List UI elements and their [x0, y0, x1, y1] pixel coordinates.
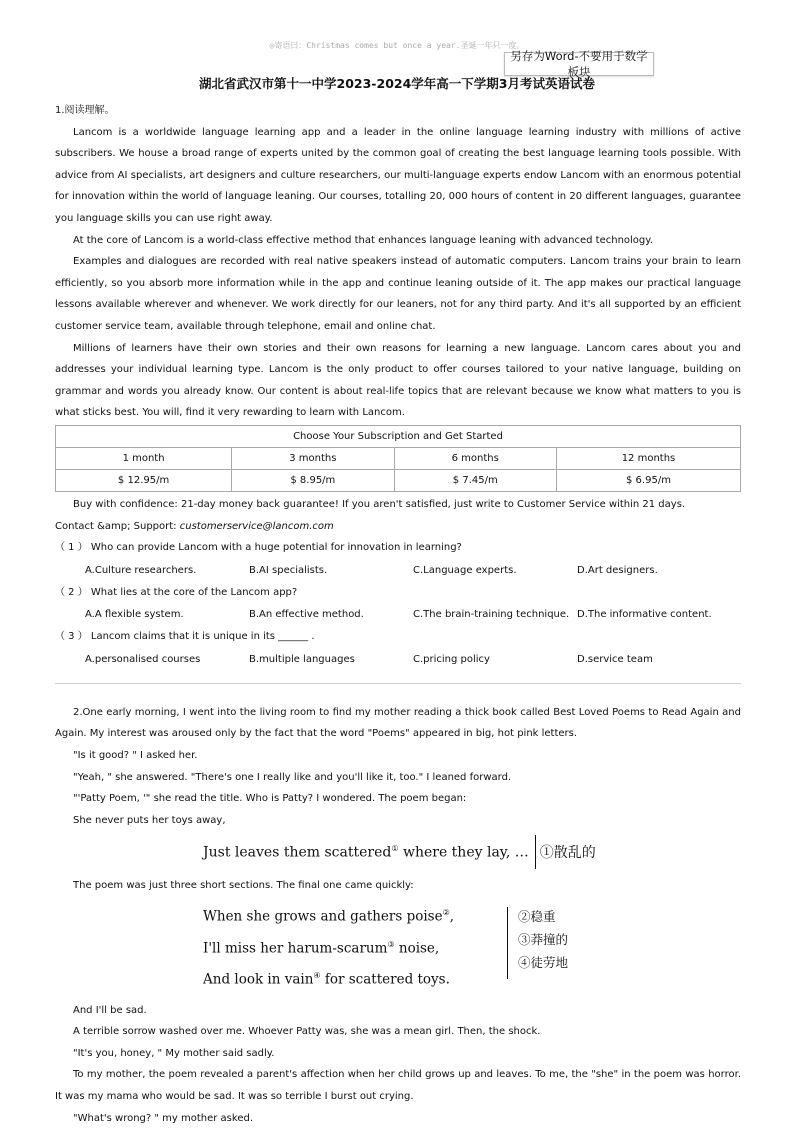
poem-gloss: ③莽撞的: [518, 928, 568, 951]
option[interactable]: D.service team: [577, 648, 741, 671]
passage-paragraph: And I'll be sad.: [55, 1000, 741, 1022]
table-caption: Choose Your Subscription and Get Started: [56, 425, 741, 447]
table-cell: $ 8.95/m: [232, 469, 394, 491]
poem-glosses: [518, 899, 568, 994]
poem-excerpt-1: [55, 835, 741, 869]
poem-verse: I'll miss her harum-scarum③ noise,: [203, 931, 507, 963]
option[interactable]: B.AI specialists.: [249, 559, 413, 582]
table-cell: $ 12.95/m: [56, 469, 232, 491]
poem-excerpt-2: [55, 899, 741, 994]
option[interactable]: A.A flexible system.: [85, 603, 249, 626]
contact-email: customerservice@lancom.com: [180, 521, 334, 532]
question-options: [55, 559, 741, 582]
option[interactable]: B.An effective method.: [249, 603, 413, 626]
poem-gloss: ①散乱的: [540, 842, 596, 862]
save-as-word-button[interactable]: 另存为Word-不要用于数学板块: [504, 52, 654, 76]
table-cell: 1 month: [56, 447, 232, 469]
subscription-table: [55, 425, 741, 492]
passage-paragraph: At the core of Lancom is a world-class effective method that enhances language leaning with advanced technology.: [55, 230, 741, 252]
question-stem: （ 3 ） Lancom claims that it is unique in its ______ .: [55, 626, 741, 648]
table-cell: 12 months: [556, 447, 740, 469]
table-row: [56, 469, 741, 491]
table-cell: $ 6.95/m: [556, 469, 740, 491]
contact-line: [55, 516, 741, 538]
passage-paragraph: Millions of learners have their own stories and their own reasons for learning a new language. Lancom cares about you and addresses your individual learning type. Lancom is the only product to offer courses tailored to your native language, building on grammar and words you already know. Our content is about real-life topics that are relevant because we know what matters to you is what sticks best. You will, find it very rewarding to learn with Lancom.: [55, 338, 741, 424]
table-cell: 6 months: [394, 447, 556, 469]
table-cell: $ 7.45/m: [394, 469, 556, 491]
passage-paragraph: "It's you, honey, " My mother said sadly.: [55, 1043, 741, 1065]
poem-verse: And look in vain④ for scattered toys.: [203, 962, 507, 994]
poem-verse: Just leaves them scattered① where they lay, …: [203, 844, 529, 861]
option[interactable]: A.personalised courses: [85, 648, 249, 671]
contact-label: Contact &amp; Support:: [55, 521, 180, 532]
option[interactable]: B.multiple languages: [249, 648, 413, 671]
question-stem: （ 1 ） Who can provide Lancom with a huge potential for innovation in learning?: [55, 537, 741, 559]
poem-verses: [203, 899, 507, 994]
section-divider: [55, 683, 741, 684]
question-options: [55, 603, 741, 626]
poem-verse: When she grows and gathers poise②,: [203, 899, 507, 931]
gloss-divider: [507, 907, 508, 979]
passage-paragraph: "Is it good? " I asked her.: [55, 745, 741, 767]
table-row: [56, 447, 741, 469]
watermark: ◎寄语曰：Christmas comes but once a year.圣诞一年只一度。: [0, 40, 794, 51]
question-options: [55, 648, 741, 671]
table-cell: 3 months: [232, 447, 394, 469]
option[interactable]: C.The brain-training technique.: [413, 603, 577, 626]
poem-gloss: ④徒劳地: [518, 951, 568, 974]
passage-paragraph: 2.One early morning, I went into the living room to find my mother reading a thick book called Best Loved Poems to Read Again and Again. My interest was aroused only by the fact that the word "Poems" appeared in big, hot pink letters.: [55, 702, 741, 745]
passage-paragraph: She never puts her toys away,: [55, 810, 741, 832]
passage-paragraph: Examples and dialogues are recorded with real native speakers instead of automatic computers. Lancom trains your brain to learn efficiently, so you absorb more information while in the app and continue leaning outside of it. The app makes our practical language lessons available wherever and whenever. We work directly for our leaners, not for any third party. And it's all supported by an efficient customer service team, available through telephone, email and online chat.: [55, 251, 741, 337]
question-stem: （ 2 ） What lies at the core of the Lancom app?: [55, 582, 741, 604]
option[interactable]: D.Art designers.: [577, 559, 741, 582]
page-title: 湖北省武汉市第十一中学2023-2024学年高一下学期3月考试英语试卷: [0, 74, 794, 92]
passage-paragraph: To my mother, the poem revealed a parent's affection when her child grows up and leaves. To me, the "she" in the poem was horror. It was my mama who would be sad. It was so terrible I burst out crying.: [55, 1064, 741, 1107]
gloss-divider: [535, 835, 536, 869]
passage-paragraph: The poem was just three short sections. The final one came quickly:: [55, 875, 741, 897]
passage-paragraph: Lancom is a worldwide language learning app and a leader in the online language learning industry with millions of active subscribers. We house a broad range of experts united by the common goal of creating the best language learning tools possible. With advice from AI specialists, art designers and culture researchers, our multi-language experts endow Lancom with an enormous potential for innovation within the world of language leaning. Our courses, totalling 20, 000 hours of content in 20 different languages, guarantee you language skills you can use right away.: [55, 122, 741, 230]
passage-paragraph: "'Patty Poem, '" she read the title. Who is Patty? I wondered. The poem began:: [55, 788, 741, 810]
passage-paragraph: A terrible sorrow washed over me. Whoever Patty was, she was a mean girl. Then, the shock.: [55, 1021, 741, 1043]
passage-paragraph: "Yeah, " she answered. "There's one I really like and you'll like it, too." I leaned forward.: [55, 767, 741, 789]
document-body: [55, 100, 741, 1129]
option[interactable]: C.Language experts.: [413, 559, 577, 582]
poem-gloss: ②稳重: [518, 905, 568, 928]
passage-paragraph: "What's wrong? " my mother asked.: [55, 1108, 741, 1129]
option[interactable]: A.Culture researchers.: [85, 559, 249, 582]
section-heading: 1.阅读理解。: [55, 100, 741, 122]
option[interactable]: C.pricing policy: [413, 648, 577, 671]
option[interactable]: D.The informative content.: [577, 603, 741, 626]
guarantee-text: Buy with confidence: 21-day money back guarantee! If you aren't satisfied, just write to Customer Service within 21 days.: [55, 494, 741, 516]
